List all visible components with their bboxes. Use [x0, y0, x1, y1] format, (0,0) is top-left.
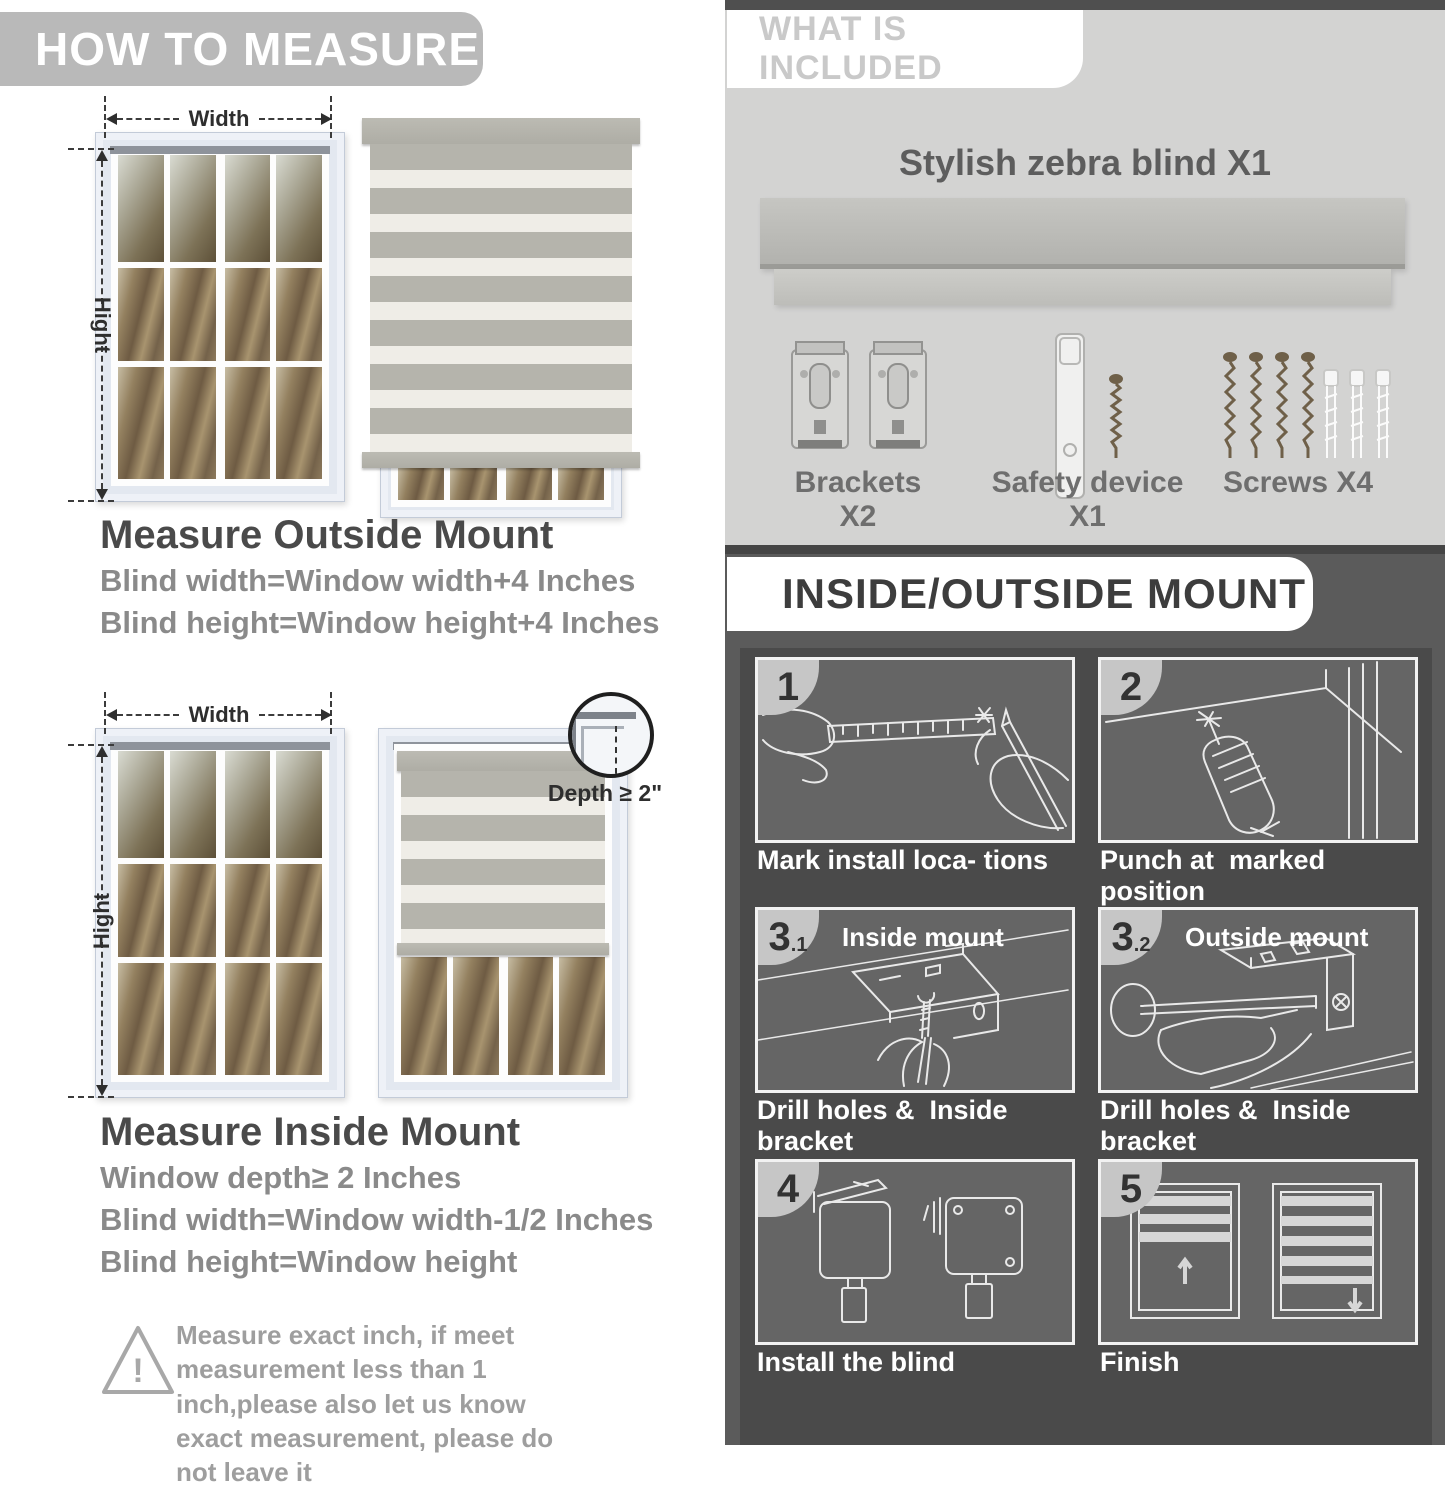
step-3-1-badge: 3 .1 [757, 909, 819, 965]
blind-headrail [362, 118, 640, 144]
screws-label: Screws X4 [1222, 466, 1374, 499]
step-2-caption: Punch at marked position [1100, 845, 1333, 906]
svg-text:!: ! [132, 1352, 144, 1390]
measure-note: Measure exact inch, if meet measurement less than 1 inch,please also let us know exact measurement, please do not leave it [176, 1320, 554, 1488]
depth-label: Depth ≥ 2" [547, 780, 663, 806]
step-5-badge: 5 [1100, 1161, 1162, 1217]
inside-mount-line-1: Window depth≥ 2 Inches [100, 1160, 462, 1195]
step-4-caption: Install the blind [757, 1347, 956, 1377]
wall-anchor-icon [1374, 368, 1392, 463]
step-3-1-title: Inside mount [842, 922, 1004, 952]
inside-mount-line-2: Blind width=Window width-1/2 Inches [100, 1202, 654, 1237]
step-3-2-badge: 3 .2 [1100, 909, 1162, 965]
screw-icon [1222, 352, 1238, 462]
step-5-box [1098, 1159, 1418, 1345]
screw-icon [1274, 352, 1290, 462]
how-to-measure-title: HOW TO MEASURE [35, 23, 481, 75]
height-label-2: Hight [89, 892, 115, 950]
height-tick-bottom [68, 500, 114, 502]
inside-outside-mount-title: INSIDE/OUTSIDE MOUNT [782, 570, 1307, 617]
step-3-1-caption: Drill holes & Inside bracket [757, 1095, 1016, 1156]
blind-fabric [370, 144, 632, 452]
step-3-2-box [1098, 907, 1418, 1093]
step-3-2-title: Outside mount [1185, 922, 1369, 952]
outside-mount-title: Measure Outside Mount [100, 513, 554, 557]
inside-mount-line-3: Blind height=Window height [100, 1244, 518, 1279]
step-1-badge: 1 [757, 659, 819, 715]
height-tick-bottom-2 [68, 1096, 114, 1098]
warning-triangle-icon [98, 1322, 178, 1400]
blind-bottomrail [362, 452, 640, 468]
step-3-1-box [755, 907, 1075, 1093]
product-title: Stylish zebra blind X1 [898, 142, 1272, 183]
outside-mount-line-1: Blind width=Window width+4 Inches [100, 563, 636, 598]
inside-outside-mount-banner [727, 557, 1313, 631]
outside-mount-line-2: Blind height=Window height+4 Inches [100, 605, 660, 640]
what-is-included-banner [727, 10, 1083, 88]
depth-magnifier-icon [568, 692, 654, 778]
wall-anchor-icon [1322, 368, 1340, 463]
brackets-label: Brackets X2 [794, 466, 922, 533]
screws-image [1222, 352, 1316, 462]
width-measure-outside [106, 106, 332, 132]
top-strip [725, 0, 1445, 10]
step-2-box [1098, 657, 1418, 843]
step-2-badge: 2 [1100, 659, 1162, 715]
headrail-image [760, 198, 1405, 269]
screw-icon [1108, 374, 1124, 464]
step-4-badge: 4 [757, 1161, 819, 1217]
step-1-caption: Mark install loca- tions [757, 845, 1049, 875]
wall-anchor-icon [1348, 368, 1366, 463]
width-label: Width [188, 106, 250, 131]
headrail-valance-image [774, 269, 1391, 305]
safety-device-label: Safety device X1 [991, 466, 1184, 533]
dark-strip [725, 545, 1445, 554]
height-label: Hight [90, 296, 116, 354]
blind-bottomrail-2 [397, 943, 609, 955]
screw-icon [1248, 352, 1264, 462]
height-measure-outside [74, 150, 130, 500]
how-to-measure-banner [0, 12, 483, 86]
brackets-image [788, 340, 930, 456]
width-label-2: Width [188, 702, 250, 727]
what-is-included-title: WHAT IS INCLUDED [759, 10, 943, 87]
inside-mount-title: Measure Inside Mount [100, 1110, 521, 1154]
width-measure-inside [106, 702, 332, 728]
step-3-2-caption: Drill holes & Inside bracket [1100, 1095, 1359, 1156]
height-measure-inside [74, 746, 130, 1096]
step-1-box [755, 657, 1075, 843]
window-photo-outside [95, 132, 345, 502]
anchors-image [1322, 368, 1392, 463]
bracket-icon [788, 340, 852, 456]
step-4-box [755, 1159, 1075, 1345]
window-photo-inside [95, 728, 345, 1098]
zebra-blind-outside-illustration [362, 118, 640, 518]
step-5-caption: Finish [1100, 1347, 1180, 1377]
bracket-icon [866, 340, 930, 456]
screw-icon [1300, 352, 1316, 462]
